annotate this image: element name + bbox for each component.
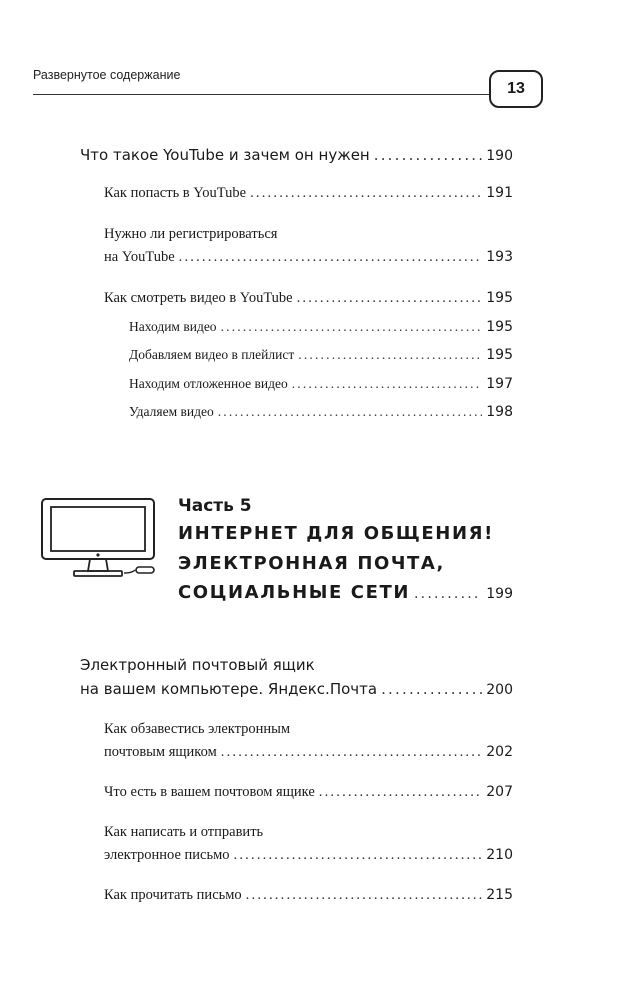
toc-entry-label: электронное письмо <box>104 847 230 863</box>
toc-entry-label: на вашем компьютере. Яндекс.Почта <box>80 680 378 698</box>
toc-entry-add-playlist[interactable] <box>129 347 513 363</box>
toc-entry-label-line1: Как обзавестись электронным <box>104 721 291 737</box>
toc-page-number: 195 <box>486 347 513 363</box>
part-title-line2: ЭЛЕКТРОННАЯ ПОЧТА, <box>178 553 445 574</box>
toc-entry-delete-video[interactable] <box>129 404 513 420</box>
toc-entry-get-mailbox[interactable] <box>104 744 513 761</box>
toc-entry-label-line1: Как написать и отправить <box>104 824 264 840</box>
dot-leader <box>298 347 482 363</box>
toc-page-number: 207 <box>486 784 513 800</box>
toc-entry-label: Как смотреть видео в YouTube <box>104 290 293 306</box>
dot-leader <box>221 319 483 335</box>
toc-entry-watch-video[interactable] <box>104 290 513 307</box>
toc-entry-label: почтовым ящиком <box>104 744 217 760</box>
toc-entry-label: Как прочитать письмо <box>104 887 242 903</box>
dot-leader <box>414 586 482 602</box>
toc-entry-label: Удаляем видео <box>129 404 214 419</box>
dot-leader <box>246 887 483 904</box>
toc-entry-label-line1: Нужно ли регистрироваться <box>104 226 278 242</box>
dot-leader <box>221 744 483 761</box>
toc-entry-label: Добавляем видео в плейлист <box>129 347 295 362</box>
toc-entry-part5[interactable] <box>178 582 513 603</box>
dot-leader <box>381 680 482 698</box>
computer-monitor-icon <box>40 497 160 579</box>
running-header-title: Развернутое содержание <box>33 68 181 82</box>
dot-leader <box>319 784 482 801</box>
toc-page-number: 199 <box>486 586 513 602</box>
part-label: Часть 5 <box>178 496 252 516</box>
page-number-badge: 13 <box>489 70 543 108</box>
toc-entry-label: Находим отложенное видео <box>129 376 288 391</box>
dot-leader <box>250 185 482 202</box>
toc-entry-youtube[interactable] <box>80 146 513 164</box>
toc-entry-register-youtube[interactable] <box>104 249 513 266</box>
toc-page-number: 202 <box>486 744 513 760</box>
toc-page-number: 195 <box>486 319 513 335</box>
header-divider <box>33 94 493 95</box>
toc-entry-write-email[interactable] <box>104 847 513 864</box>
toc-page-number: 191 <box>486 185 513 201</box>
toc-entry-label: Что есть в вашем почтовом ящике <box>104 784 315 800</box>
dot-leader <box>292 376 483 392</box>
toc-entry-label-line1: Электронный почтовый ящик <box>80 656 315 674</box>
toc-page-number: 197 <box>486 376 513 392</box>
part-title-line3: СОЦИАЛЬНЫЕ СЕТИ <box>178 582 411 603</box>
toc-entry-label: Находим видео <box>129 319 217 334</box>
toc-entry-label: Как попасть в YouTube <box>104 185 247 201</box>
toc-entry-find-saved[interactable] <box>129 376 513 392</box>
toc-page-number: 193 <box>486 249 513 265</box>
toc-entry-find-video[interactable] <box>129 319 513 335</box>
toc-page-number: 190 <box>486 148 513 164</box>
toc-page-number: 210 <box>486 847 513 863</box>
toc-page-number: 198 <box>486 404 513 420</box>
toc-page-number: 215 <box>486 887 513 903</box>
dot-leader <box>297 290 483 307</box>
dot-leader <box>374 146 483 164</box>
toc-entry-label: на YouTube <box>104 249 175 265</box>
toc-entry-open-youtube[interactable] <box>104 185 513 202</box>
toc-entry-mailbox-contents[interactable] <box>104 784 513 801</box>
dot-leader <box>218 404 483 420</box>
toc-entry-read-email[interactable] <box>104 887 513 904</box>
part-title-line1: ИНТЕРНЕТ ДЛЯ ОБЩЕНИЯ! <box>178 523 494 544</box>
toc-entry-label: Что такое YouTube и зачем он нужен <box>80 146 370 164</box>
toc-page-number: 195 <box>486 290 513 306</box>
toc-page-number: 200 <box>486 682 513 698</box>
dot-leader <box>179 249 483 266</box>
toc-entry-yandex-mail[interactable] <box>80 680 513 698</box>
dot-leader <box>234 847 483 864</box>
